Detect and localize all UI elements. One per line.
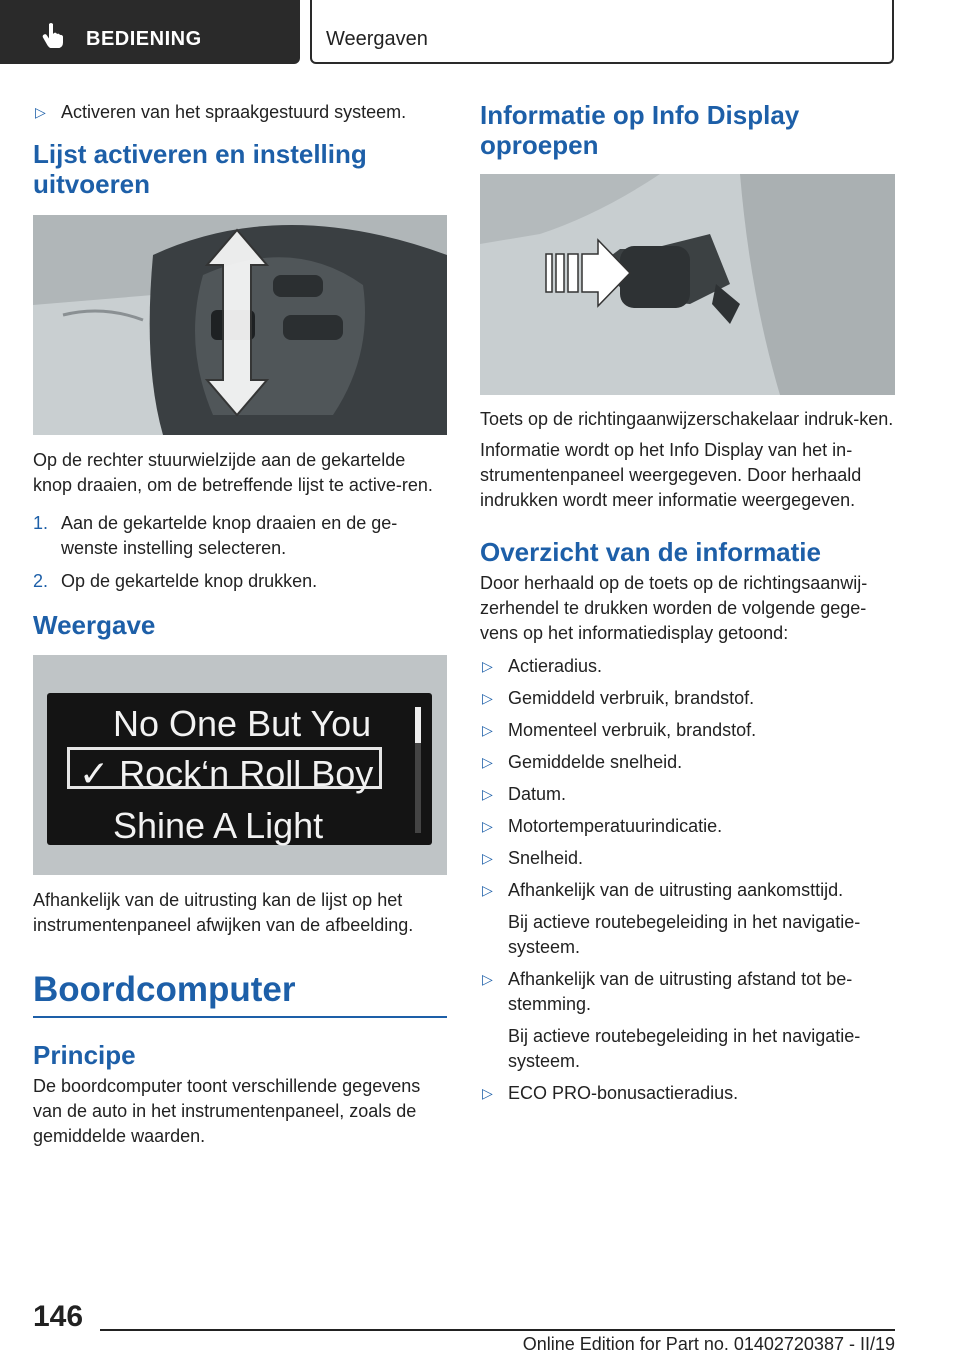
heading-list: Lijst activeren en instelling uitvoeren bbox=[33, 139, 367, 199]
list-item-text: Gemiddelde snelheid. bbox=[508, 752, 683, 772]
edition-note: Online Edition for Part no. 01402720387 - II/19 bbox=[522, 1334, 895, 1354]
step-1 bbox=[33, 511, 447, 561]
display-item-selected: ✓ Rock‘n Roll Boy bbox=[79, 753, 374, 794]
list-item bbox=[480, 878, 895, 903]
display-item: Shine A Light bbox=[113, 805, 324, 846]
list-item bbox=[480, 654, 895, 679]
footer-rule bbox=[100, 1329, 895, 1331]
triangle-right-icon: ▷ bbox=[482, 786, 493, 802]
step-2 bbox=[33, 569, 447, 594]
steering-wheel-image bbox=[33, 215, 447, 435]
list-item-note: Bij actieve routebegeleiding in het navigatie-systeem. bbox=[508, 1026, 861, 1071]
scrollbar-track bbox=[415, 743, 421, 833]
paragraph: Informatie wordt op het Info Display van het in-strumentenpaneel weergegeven. Door herhaald indrukken wordt meer informatie weergegeven. bbox=[480, 440, 862, 510]
heading-rule bbox=[33, 1016, 447, 1018]
chapter-heading: Boordcomputer bbox=[33, 970, 296, 1009]
list-item-text: Gemiddeld verbruik, brandstof. bbox=[508, 688, 755, 708]
triangle-right-icon: ▷ bbox=[482, 818, 493, 834]
list-item bbox=[480, 782, 895, 807]
list-item-text: Afhankelijk van de uitrusting afstand tot be-stemming. bbox=[508, 969, 853, 1014]
section-tab bbox=[0, 0, 300, 64]
triangle-right-icon: ▷ bbox=[482, 1085, 493, 1101]
triangle-right-icon: ▷ bbox=[482, 850, 493, 866]
list-item bbox=[480, 967, 895, 1017]
heading-info: Informatie op Info Display oproepen bbox=[480, 100, 800, 160]
list-item-text: Activeren van het spraakgestuurd systeem. bbox=[61, 102, 407, 122]
paragraph: Toets op de richtingaanwijzerschakelaar indruk-ken. bbox=[480, 409, 894, 429]
page-header bbox=[0, 0, 960, 66]
list-item bbox=[480, 846, 895, 871]
left-column bbox=[33, 100, 447, 1155]
list-item-text: Snelheid. bbox=[508, 848, 584, 868]
list-item-text: Actieradius. bbox=[508, 656, 603, 676]
list-item bbox=[480, 750, 895, 775]
list-item-text: Afhankelijk van de uitrusting aankomsttijd. bbox=[508, 880, 844, 900]
paragraph: De boordcomputer toont verschillende gegevens van de auto in het instrumentenpaneel, zoals de gemiddelde waarden. bbox=[33, 1076, 421, 1146]
list-item bbox=[480, 718, 895, 743]
list-item-text: Motortemperatuurindicatie. bbox=[508, 816, 723, 836]
step-text: Aan de gekartelde knop draaien en de ge-wenste instelling selecteren. bbox=[61, 513, 398, 558]
paragraph: Afhankelijk van de uitrusting kan de lijst op het instrumentenpaneel afwijken van de afbeelding. bbox=[33, 890, 414, 935]
display-image bbox=[33, 655, 447, 875]
display-item: No One But You bbox=[113, 703, 372, 744]
heading-overzicht: Overzicht van de informatie bbox=[480, 537, 821, 567]
display-screen bbox=[47, 693, 432, 845]
triangle-right-icon: ▷ bbox=[482, 882, 493, 898]
page-number: 146 bbox=[33, 1300, 84, 1333]
heading-principe: Principe bbox=[33, 1040, 136, 1070]
paragraph: Op de rechter stuurwielzijde aan de gekartelde knop draaien, om de betreffende lijst te active-ren. bbox=[33, 450, 433, 495]
step-text: Op de gekartelde knop drukken. bbox=[61, 571, 318, 591]
right-column bbox=[480, 100, 895, 1113]
paragraph: Door herhaald op de toets op de richtingsaanwij-zerhendel te drukken worden de volgende gege-vens op het informatiedisplay getoond: bbox=[480, 573, 868, 643]
scrollbar-thumb bbox=[415, 707, 421, 743]
list-item-text: Datum. bbox=[508, 784, 567, 804]
section-title: BEDIENING bbox=[86, 28, 202, 50]
triangle-right-icon: ▷ bbox=[482, 971, 493, 987]
triangle-right-icon: ▷ bbox=[35, 104, 46, 120]
triangle-right-icon: ▷ bbox=[482, 658, 493, 674]
list-item-text: Momenteel verbruik, brandstof. bbox=[508, 720, 757, 740]
triangle-right-icon: ▷ bbox=[482, 690, 493, 706]
triangle-right-icon: ▷ bbox=[482, 754, 493, 770]
list-item bbox=[480, 814, 895, 839]
hand-pointer-icon bbox=[42, 22, 64, 48]
heading-weergave: Weergave bbox=[33, 610, 156, 640]
triangle-right-icon: ▷ bbox=[482, 722, 493, 738]
step-number: 2. bbox=[33, 571, 49, 591]
list-item-note: Bij actieve routebegeleiding in het navigatie-systeem. bbox=[508, 912, 861, 957]
list-item bbox=[480, 1081, 895, 1106]
list-item bbox=[33, 100, 447, 125]
chapter-title: Weergaven bbox=[326, 28, 428, 50]
list-item-text: ECO PRO-bonusactieradius. bbox=[508, 1083, 739, 1103]
chapter-tab bbox=[310, 0, 894, 64]
list-item bbox=[480, 686, 895, 711]
turn-signal-image bbox=[480, 174, 895, 395]
step-number: 1. bbox=[33, 513, 49, 533]
